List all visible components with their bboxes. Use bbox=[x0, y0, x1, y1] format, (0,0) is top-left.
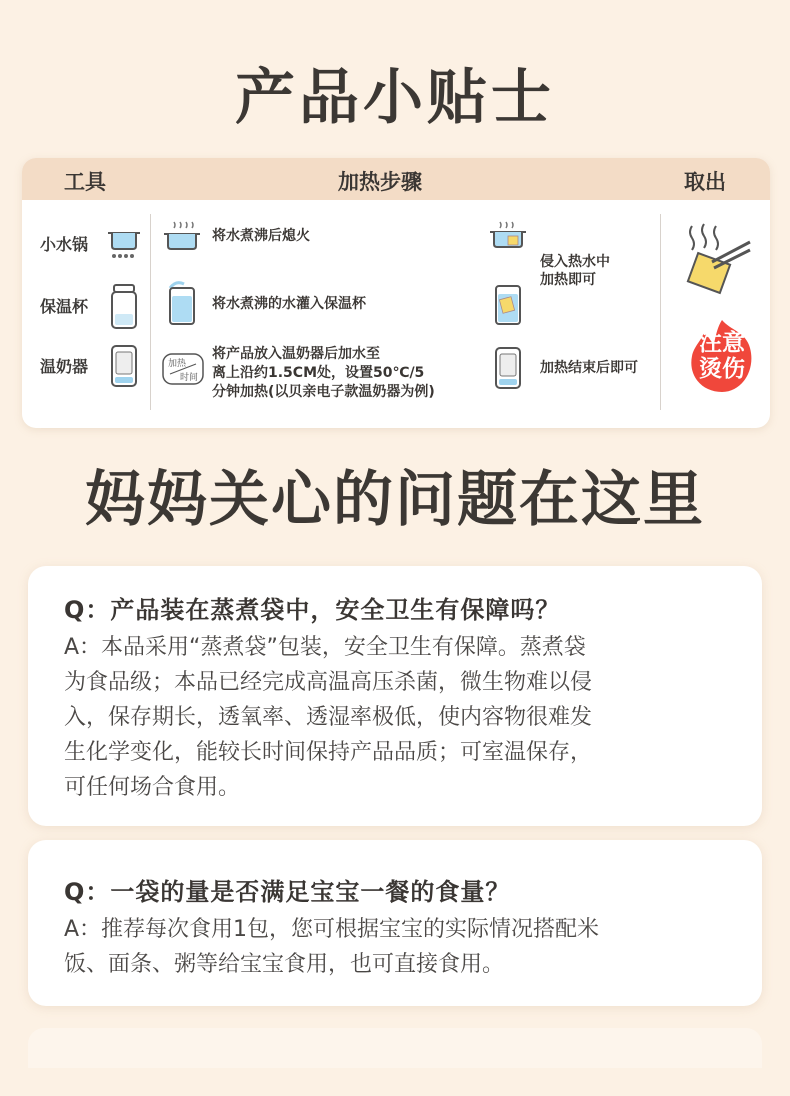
header-tools: 工具 bbox=[64, 170, 106, 194]
answer-line: 为食品级；本品已经完成高温高压杀菌，微生物难以侵 bbox=[64, 670, 593, 695]
answer-line: 入，保存期长，透氧率、透湿率极低，使内容物很难发 bbox=[64, 705, 593, 730]
faq-question: Q：产品装在蒸煮袋中，安全卫生有保障吗？ bbox=[64, 596, 561, 624]
heat-label: 加热 bbox=[168, 359, 187, 369]
bottle-warmer-done-icon bbox=[488, 346, 528, 392]
step-boil-water bbox=[162, 220, 492, 280]
hot-bag-tongs-icon bbox=[682, 220, 752, 300]
tips-header bbox=[22, 158, 770, 200]
faq-answer bbox=[64, 630, 736, 805]
bottle-warmer-icon bbox=[104, 344, 144, 390]
thermos-icon bbox=[104, 284, 144, 330]
tool-label: 保温杯 bbox=[40, 297, 89, 316]
tool-thermos bbox=[22, 284, 152, 324]
step-warmer-done bbox=[488, 346, 668, 392]
step-text: 离上沿约1.5CM处，设置50℃/5 bbox=[212, 365, 425, 381]
step-text: 侵入热水中 bbox=[540, 254, 610, 270]
boiling-pot-icon bbox=[162, 220, 202, 254]
pot-on-stove-icon bbox=[104, 222, 144, 262]
thermos-fill-icon bbox=[162, 280, 202, 326]
tool-label: 温奶器 bbox=[40, 357, 89, 376]
faq-title: 妈妈关心的问题在这里 bbox=[85, 465, 705, 535]
heat-time-icon bbox=[162, 352, 204, 386]
thermos-bag-step bbox=[488, 282, 548, 328]
pot-with-bag-icon bbox=[488, 220, 528, 254]
faq-item bbox=[28, 566, 762, 826]
step-text: 将水煮沸的水灌入保温杯 bbox=[212, 296, 366, 312]
header-takeout: 取出 bbox=[684, 170, 726, 194]
step-text: 加热即可 bbox=[540, 272, 596, 288]
faq-answer bbox=[64, 912, 736, 982]
step-text: 加热结束后即可 bbox=[540, 360, 638, 376]
answer-line: 生化学变化，能较长时间保持产品品质；可室温保存， bbox=[64, 740, 593, 765]
answer-line: A：本品采用“蒸煮袋”包装，安全卫生有保障。蒸煮袋 bbox=[64, 635, 586, 660]
step-pour-thermos bbox=[162, 280, 492, 340]
tool-small-pot bbox=[22, 222, 152, 262]
answer-line: 饭、面条、粥等给宝宝食用，也可直接食用。 bbox=[64, 952, 505, 977]
step-bottle-warmer bbox=[162, 346, 502, 408]
step-text: 分钟加热(以贝亲电子款温奶器为例) bbox=[212, 384, 435, 400]
answer-line: A：推荐每次食用1包，您可根据宝宝的实际情况搭配米 bbox=[64, 917, 600, 942]
warning-line-1: 注意 bbox=[699, 330, 745, 356]
thermos-with-bag-icon bbox=[488, 282, 528, 328]
next-card-edge bbox=[28, 1028, 762, 1068]
tips-card bbox=[22, 158, 770, 428]
step-immerse bbox=[488, 220, 658, 290]
step-text: 将产品放入温奶器后加水至 bbox=[212, 346, 380, 362]
answer-line: 可任何场合食用。 bbox=[64, 775, 241, 800]
warning-line-2: 烫伤 bbox=[699, 356, 745, 382]
tips-title: 产品小贴士 bbox=[235, 63, 555, 133]
tool-label: 小水锅 bbox=[40, 235, 89, 254]
step-text: 将水煮沸后熄火 bbox=[212, 228, 310, 244]
faq-question: Q：一袋的量是否满足宝宝一餐的食量？ bbox=[64, 878, 511, 906]
burn-warning-text bbox=[690, 330, 754, 382]
header-steps: 加热步骤 bbox=[338, 170, 422, 194]
faq-item bbox=[28, 840, 762, 1006]
tool-bottle-warmer bbox=[22, 344, 152, 384]
time-label: 时间 bbox=[180, 373, 199, 383]
